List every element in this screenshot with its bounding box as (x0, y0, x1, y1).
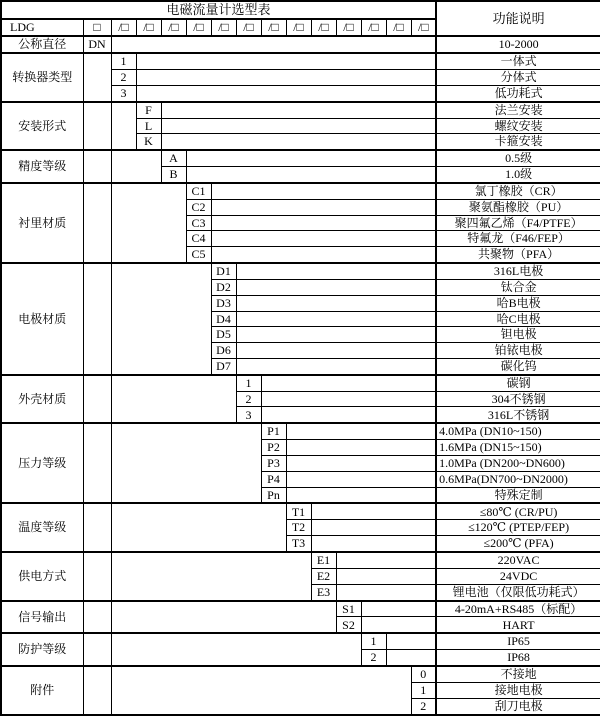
option-description: 钽电极 (436, 327, 600, 343)
option-code-cell: 1 (361, 633, 386, 649)
option-code-cell: D6 (211, 343, 236, 359)
empty-gap (111, 183, 186, 263)
empty-gap (386, 650, 436, 666)
option-description: 分体式 (436, 69, 600, 85)
option-code-cell: C2 (186, 199, 211, 215)
option-code-cell: 1 (411, 682, 436, 698)
empty-gap (111, 263, 211, 375)
empty-gap (386, 633, 436, 649)
empty-gap (286, 440, 436, 456)
option-code-cell: F (136, 102, 161, 118)
option-code-cell: T3 (286, 536, 311, 552)
option-code-cell: 2 (236, 391, 261, 407)
option-code-cell: L (136, 118, 161, 134)
option-code-cell: P2 (261, 440, 286, 456)
empty-gap (83, 102, 111, 151)
empty-gap (236, 279, 436, 295)
category-label: 外壳材质 (1, 375, 83, 424)
empty-gap (111, 503, 286, 552)
option-code-cell: A (161, 150, 186, 166)
empty-gap (286, 487, 436, 503)
model-slot-box: /□ (261, 19, 286, 36)
option-description: 0.6MPa(DN700~DN2000) (436, 471, 600, 487)
category-label: 电极材质 (1, 263, 83, 375)
model-slot-box: /□ (161, 19, 186, 36)
option-description: 哈B电极 (436, 295, 600, 311)
model-slot-box: /□ (361, 19, 386, 36)
category-label: 附件 (1, 666, 83, 715)
empty-gap (236, 358, 436, 374)
option-description: 聚氨酯橡胶（PU） (436, 199, 600, 215)
option-code-cell: 1 (111, 53, 136, 69)
empty-gap (83, 423, 111, 503)
empty-gap (111, 36, 436, 53)
option-description: 10-2000 (436, 36, 600, 53)
table-title: 电磁流量计选型表 (1, 1, 436, 19)
empty-gap (261, 375, 436, 391)
category-label: 温度等级 (1, 503, 83, 552)
option-code-cell: 3 (236, 407, 261, 423)
empty-gap (111, 666, 411, 715)
option-description: ≤120℃ (PTEP/FEP) (436, 520, 600, 536)
model-slot-box: /□ (336, 19, 361, 36)
option-description: 4.0MPa (DN10~150) (436, 423, 600, 439)
category-label: 转换器类型 (1, 53, 83, 102)
option-description: HART (436, 617, 600, 633)
option-code-cell: 2 (111, 69, 136, 85)
option-code-cell: D4 (211, 311, 236, 327)
empty-gap (111, 552, 311, 601)
option-code-cell: T1 (286, 503, 311, 519)
option-code-cell: D5 (211, 327, 236, 343)
model-slot-box: /□ (386, 19, 411, 36)
model-digit-box: □ (83, 19, 111, 36)
option-code-cell: B (161, 167, 186, 183)
empty-gap (186, 167, 436, 183)
empty-gap (311, 520, 436, 536)
empty-gap (211, 231, 436, 247)
option-code-cell: 1 (236, 375, 261, 391)
option-description: ≤200℃ (PFA) (436, 536, 600, 552)
option-description: 4-20mA+RS485（标配） (436, 601, 600, 617)
option-description: 特氟龙（F46/FEP） (436, 231, 600, 247)
option-description: 共聚物（PFA） (436, 247, 600, 263)
category-label: 安装形式 (1, 102, 83, 151)
empty-gap (111, 102, 136, 151)
model-slot-box: /□ (211, 19, 236, 36)
option-description: 220VAC (436, 552, 600, 568)
option-code-cell: D3 (211, 295, 236, 311)
empty-gap (211, 199, 436, 215)
empty-gap (83, 601, 111, 634)
option-code-cell: 2 (361, 650, 386, 666)
empty-gap (236, 295, 436, 311)
option-description: 0.5级 (436, 150, 600, 166)
option-code-cell: P3 (261, 456, 286, 472)
option-description: 24VDC (436, 568, 600, 584)
category-label: 精度等级 (1, 150, 83, 183)
empty-gap (336, 552, 436, 568)
empty-gap (236, 311, 436, 327)
empty-gap (161, 118, 436, 134)
model-slot-box: /□ (311, 19, 336, 36)
empty-gap (286, 423, 436, 439)
option-description: 锂电池（仅限低功耗式） (436, 584, 600, 600)
empty-gap (161, 134, 436, 150)
option-description: 铂铱电极 (436, 343, 600, 359)
empty-gap (211, 215, 436, 231)
empty-gap (136, 85, 436, 101)
category-label: 压力等级 (1, 423, 83, 503)
empty-gap (286, 471, 436, 487)
option-code-cell: D1 (211, 263, 236, 279)
empty-gap (111, 633, 361, 666)
empty-gap (83, 633, 111, 666)
option-description: 刮刀电极 (436, 698, 600, 715)
option-code-cell: 3 (111, 85, 136, 101)
category-label: 信号输出 (1, 601, 83, 634)
empty-gap (211, 183, 436, 199)
empty-gap (186, 150, 436, 166)
empty-gap (136, 69, 436, 85)
model-slot-box: /□ (411, 19, 436, 36)
model-slot-box: /□ (186, 19, 211, 36)
option-description: ≤80℃ (CR/PU) (436, 503, 600, 519)
empty-gap (161, 102, 436, 118)
empty-gap (111, 375, 236, 424)
category-label: 供电方式 (1, 552, 83, 601)
option-code-cell: 0 (411, 666, 436, 682)
empty-gap (336, 568, 436, 584)
option-description: 316L不锈钢 (436, 407, 600, 423)
model-prefix: LDG (1, 19, 83, 36)
empty-gap (261, 391, 436, 407)
option-description: 不接地 (436, 666, 600, 682)
option-code-cell: T2 (286, 520, 311, 536)
option-code-cell: S1 (336, 601, 361, 617)
option-code-cell: D2 (211, 279, 236, 295)
empty-gap (286, 456, 436, 472)
empty-gap (236, 343, 436, 359)
option-code-cell: C4 (186, 231, 211, 247)
empty-gap (311, 536, 436, 552)
option-description: 聚四氟乙烯（F4/PTFE） (436, 215, 600, 231)
empty-gap (361, 617, 436, 633)
option-description: 碳钢 (436, 375, 600, 391)
category-label: 防护等级 (1, 633, 83, 666)
option-description: 304不锈钢 (436, 391, 600, 407)
empty-gap (361, 601, 436, 617)
option-code-cell: K (136, 134, 161, 150)
empty-gap (83, 183, 111, 263)
option-description: 接地电极 (436, 682, 600, 698)
option-description: 1.0MPa (DN200~DN600) (436, 456, 600, 472)
empty-gap (83, 552, 111, 601)
option-description: 氯丁橡胶（CR） (436, 183, 600, 199)
option-description: 316L电极 (436, 263, 600, 279)
option-code-cell: P1 (261, 423, 286, 439)
option-code-cell: Pn (261, 487, 286, 503)
option-description: IP65 (436, 633, 600, 649)
empty-gap (136, 53, 436, 69)
empty-gap (211, 247, 436, 263)
empty-gap (236, 263, 436, 279)
model-slot-box: /□ (286, 19, 311, 36)
option-code-cell: S2 (336, 617, 361, 633)
option-code-cell: 2 (411, 698, 436, 715)
empty-gap (83, 375, 111, 424)
option-description: 低功耗式 (436, 85, 600, 101)
option-description: 钛合金 (436, 279, 600, 295)
model-slot-box: /□ (136, 19, 161, 36)
empty-gap (83, 666, 111, 715)
function-column-header: 功能说明 (436, 1, 600, 36)
empty-gap (261, 407, 436, 423)
empty-gap (336, 584, 436, 600)
option-description: 1.0级 (436, 167, 600, 183)
empty-gap (83, 150, 111, 183)
model-slot-box: /□ (236, 19, 261, 36)
empty-gap (83, 263, 111, 375)
option-description: 哈C电极 (436, 311, 600, 327)
option-code-cell: C5 (186, 247, 211, 263)
option-description: 碳化钨 (436, 358, 600, 374)
option-code-cell: D7 (211, 358, 236, 374)
option-description: IP68 (436, 650, 600, 666)
option-description: 螺纹安装 (436, 118, 600, 134)
option-code-cell: E1 (311, 552, 336, 568)
option-description: 卡箍安装 (436, 134, 600, 150)
model-slot-box: /□ (111, 19, 136, 36)
empty-gap (111, 150, 161, 183)
option-code-cell: E2 (311, 568, 336, 584)
option-description: 一体式 (436, 53, 600, 69)
empty-gap (236, 327, 436, 343)
empty-gap (83, 503, 111, 552)
empty-gap (83, 53, 111, 102)
option-code-cell: C3 (186, 215, 211, 231)
option-code-cell: P4 (261, 471, 286, 487)
option-description: 特殊定制 (436, 487, 600, 503)
option-code-cell: E3 (311, 584, 336, 600)
empty-gap (111, 601, 336, 634)
empty-gap (111, 423, 261, 503)
option-description: 1.6MPa (DN15~150) (436, 440, 600, 456)
empty-gap (311, 503, 436, 519)
category-label: 衬里材质 (1, 183, 83, 263)
option-description: 法兰安装 (436, 102, 600, 118)
diameter-code-cell: DN (83, 36, 111, 53)
option-code-cell: C1 (186, 183, 211, 199)
category-label-diameter: 公称直径 (1, 36, 83, 53)
